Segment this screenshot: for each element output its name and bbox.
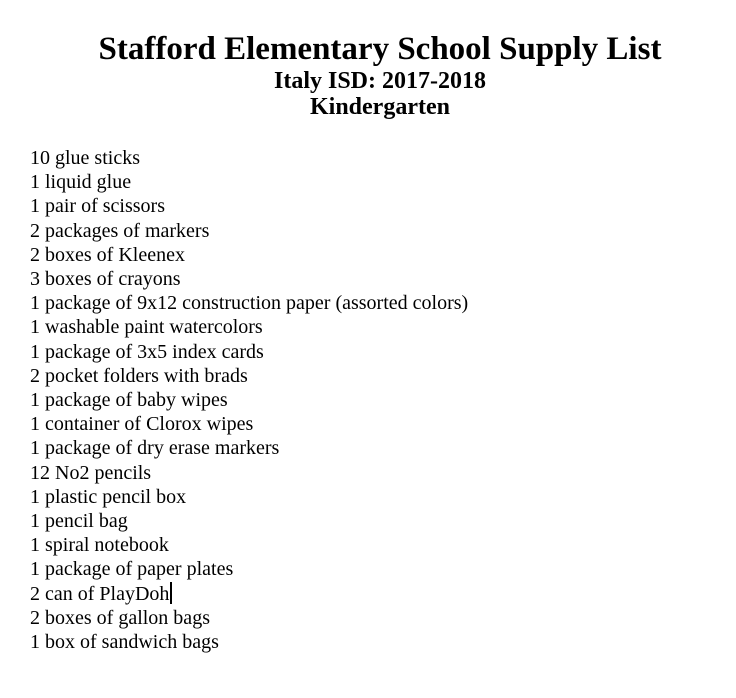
supply-list-item[interactable] <box>30 291 730 315</box>
supply-list-item[interactable] <box>30 194 730 218</box>
document-subtitle: Italy ISD: 2017-2018 <box>273 68 486 94</box>
supply-list-item[interactable] <box>30 170 730 194</box>
supply-list-item-text: 1 package of dry erase markers <box>30 437 280 460</box>
supply-list-item[interactable] <box>30 533 730 557</box>
supply-list-item[interactable] <box>30 267 730 291</box>
supply-list-item-text: 1 pencil bag <box>30 510 128 533</box>
supply-list-item-text: 1 spiral notebook <box>30 534 169 557</box>
supply-list-item[interactable] <box>30 630 730 654</box>
supply-list-item-text: 12 No2 pencils <box>30 461 152 484</box>
document-title: Stafford Elementary School Supply List <box>98 31 662 67</box>
supply-list-item-text: 1 washable paint watercolors <box>30 316 263 339</box>
supply-list-item-text: 1 pair of scissors <box>30 195 165 218</box>
grade-level: Kindergarten <box>310 94 450 120</box>
supply-list-item-text: 1 package of 9x12 construction paper (assorted colors) <box>30 292 469 315</box>
supply-list-item[interactable] <box>30 388 730 412</box>
supply-list-item[interactable] <box>30 485 730 509</box>
supply-list-item-text: 1 liquid glue <box>30 171 132 194</box>
supply-list-item-text: 2 pocket folders with brads <box>30 364 248 387</box>
document-header <box>30 30 730 120</box>
supply-list-item[interactable] <box>30 412 730 436</box>
supply-list-item[interactable] <box>30 606 730 630</box>
supply-list-item[interactable] <box>30 509 730 533</box>
supply-list-item[interactable] <box>30 243 730 267</box>
supply-list-item-text: 1 plastic pencil box <box>30 485 187 508</box>
supply-list-item[interactable] <box>30 436 730 460</box>
supply-list-item-text: 10 glue sticks <box>30 147 140 169</box>
supply-list-item-text: 1 box of sandwich bags <box>30 631 219 654</box>
supply-list-item-text: 2 boxes of gallon bags <box>30 606 210 629</box>
supply-list-item-text: 1 package of 3x5 index cards <box>30 340 264 363</box>
supply-list-item[interactable] <box>30 146 730 170</box>
supply-list-item-text: 2 can of PlayDoh <box>30 582 170 605</box>
supply-list <box>30 146 730 654</box>
supply-list-item[interactable] <box>30 219 730 243</box>
supply-list-item[interactable] <box>30 461 730 485</box>
supply-list-item[interactable] <box>30 340 730 364</box>
supply-list-item-text: 1 package of baby wipes <box>30 389 228 412</box>
supply-list-item[interactable] <box>30 315 730 339</box>
supply-list-item-text: 2 boxes of Kleenex <box>30 243 185 266</box>
supply-list-item[interactable] <box>30 364 730 388</box>
supply-list-item[interactable] <box>30 582 730 606</box>
text-caret <box>170 582 172 604</box>
supply-list-item[interactable] <box>30 557 730 581</box>
supply-list-item-text: 2 packages of markers <box>30 219 210 242</box>
supply-list-item-text: 3 boxes of crayons <box>30 268 181 291</box>
supply-list-item-text: 1 package of paper plates <box>30 558 234 581</box>
supply-list-item-text: 1 container of Clorox wipes <box>30 413 254 436</box>
